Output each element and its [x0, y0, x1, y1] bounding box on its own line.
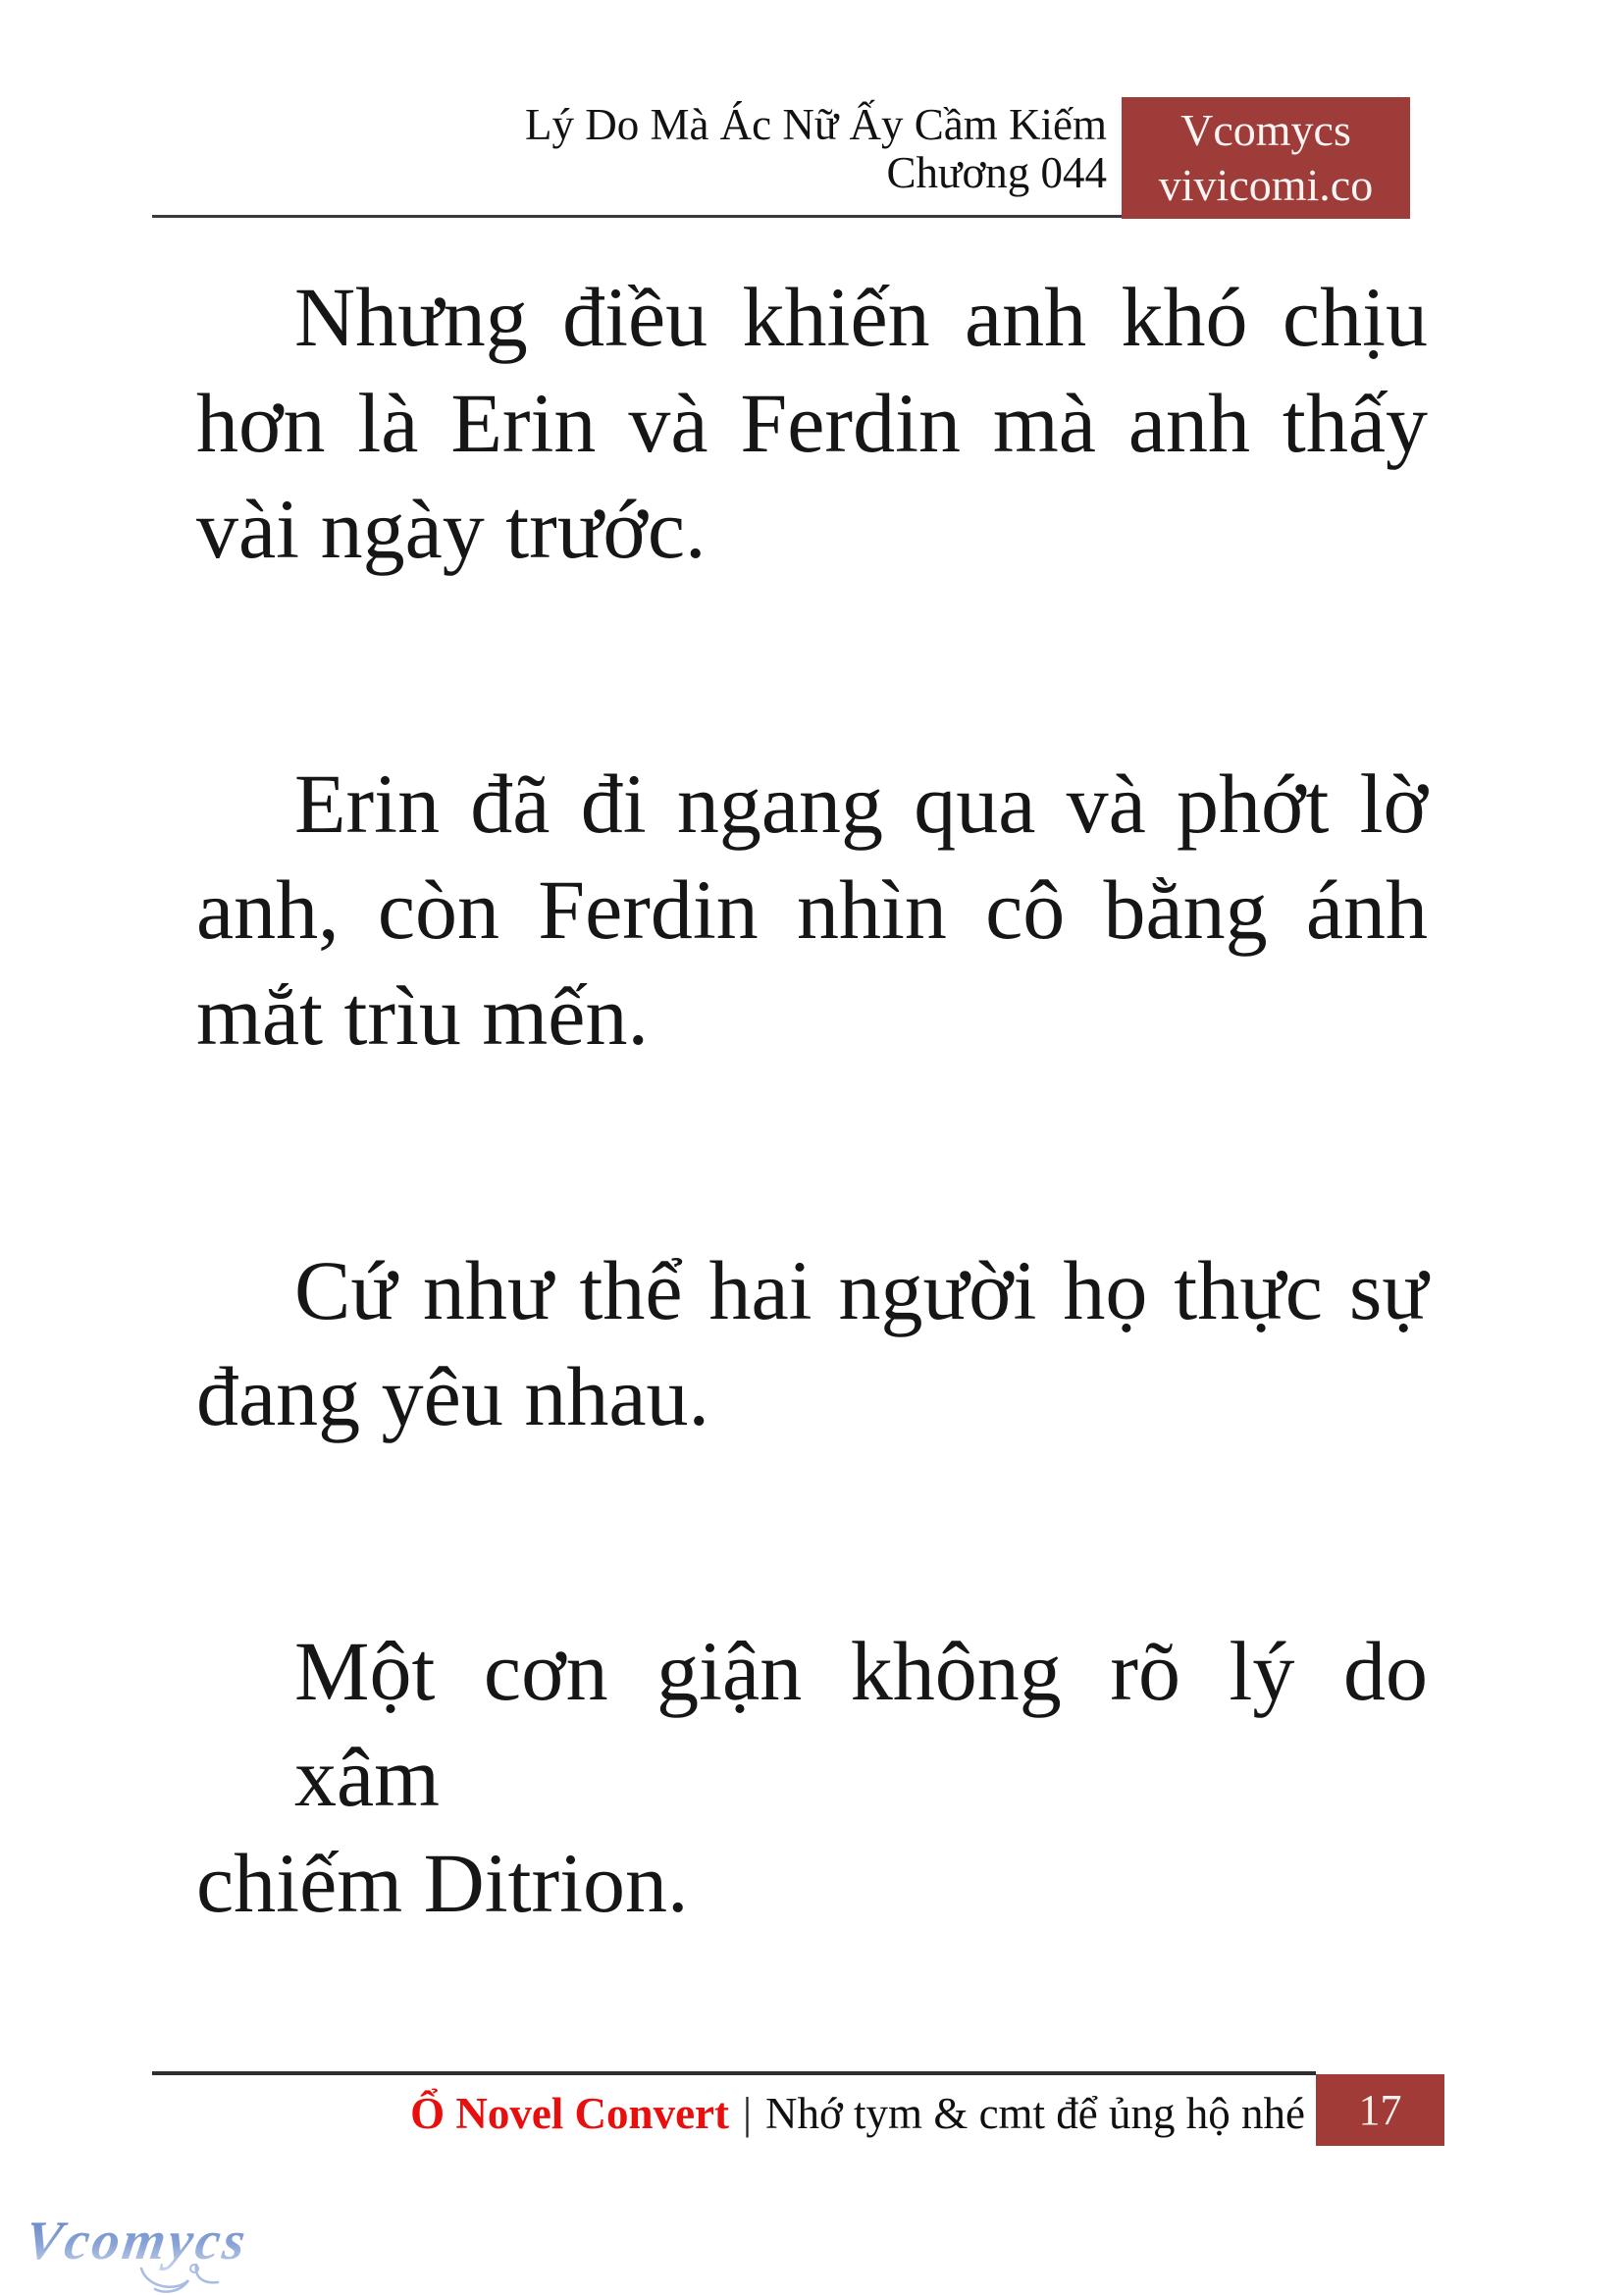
- text-line: vài ngày trước.: [196, 482, 707, 576]
- vcomycs-watermark-logo: Vcomycs: [21, 2211, 252, 2271]
- page-number-badge: [1316, 2074, 1444, 2146]
- site-badge: [1122, 97, 1410, 219]
- text-line: hơn là Erin và Ferdin mà anh thấy: [196, 376, 1428, 470]
- watermark-flourish-icon: [137, 2263, 255, 2294]
- paragraph: [196, 264, 1428, 582]
- footer-message: Nhớ tym & cmt để ủng hộ nhé: [765, 2089, 1305, 2138]
- footer: [410, 2084, 1305, 2143]
- site-badge-name: Vcomycs: [1180, 105, 1351, 155]
- page-header: [525, 101, 1107, 197]
- paragraph: [196, 1618, 1428, 1936]
- footer-brand: Ổ Novel Convert: [410, 2089, 729, 2138]
- site-badge-domain: vivicomi.co: [1158, 160, 1374, 210]
- footer-separator: |: [743, 2089, 753, 2138]
- paragraph: [196, 1237, 1428, 1449]
- text-line: đang yêu nhau.: [196, 1349, 710, 1443]
- text-line: Erin đã đi ngang qua và phớt lờ: [294, 756, 1428, 851]
- text-line: mắt trìu mến.: [196, 968, 649, 1063]
- paragraph: [196, 751, 1428, 1069]
- text-line: chiếm Ditrion.: [196, 1836, 689, 1930]
- novel-title: Lý Do Mà Ác Nữ Ấy Cầm Kiếm: [524, 100, 1107, 149]
- text-line: anh, còn Ferdin nhìn cô bằng ánh: [196, 862, 1428, 957]
- text-line: Một cơn giận không rõ lý do xâm: [294, 1624, 1428, 1824]
- chapter-label: Chương 044: [886, 148, 1107, 197]
- text-line: Nhưng điều khiến anh khó chịu: [294, 270, 1428, 364]
- page-number: 17: [1358, 2086, 1402, 2134]
- footer-divider: [152, 2071, 1316, 2075]
- text-line: Cứ như thể hai người họ thực sự: [294, 1243, 1428, 1337]
- header-divider: [152, 215, 1122, 218]
- body-text: [0, 264, 1624, 1936]
